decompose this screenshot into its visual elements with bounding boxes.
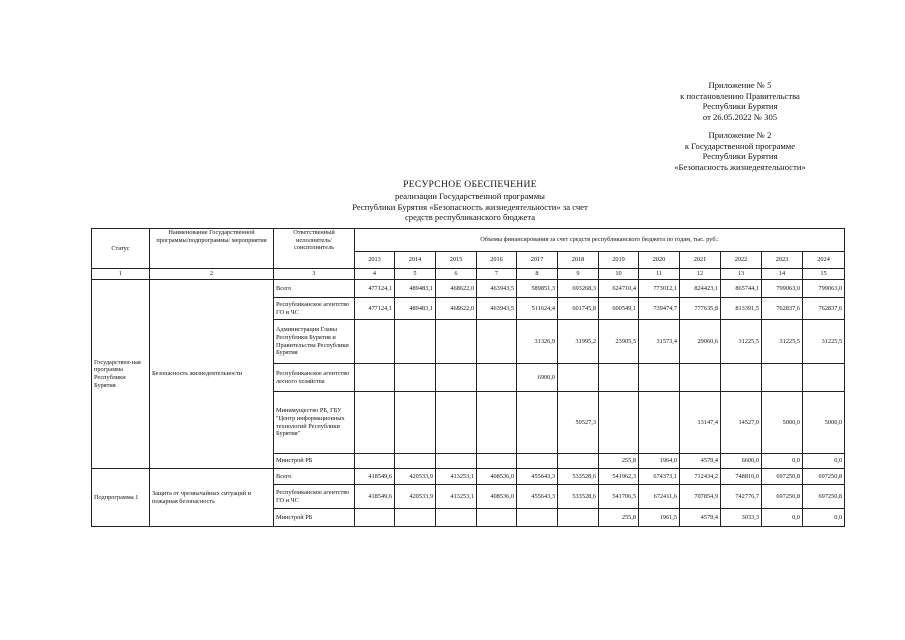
value-cell: 31225,5 <box>721 320 762 364</box>
value-cell <box>477 320 517 364</box>
document-title <box>300 180 640 223</box>
value-cell <box>355 454 395 469</box>
value-cell: 1961,5 <box>639 509 680 527</box>
value-cell <box>558 509 599 527</box>
value-cell: 4579,4 <box>680 454 721 469</box>
title-line-4: средств республиканского бюджета <box>404 212 536 223</box>
appendix-2-line-4: «Безопасность жизнедеятельности» <box>674 161 806 172</box>
title-line-3: Республики Бурятия «Безопасность жизнедеятельности» за счет <box>352 201 588 212</box>
value-cell: 420533,9 <box>395 469 436 485</box>
column-number: 7 <box>477 269 517 280</box>
value-cell: 477124,1 <box>355 280 395 298</box>
value-cell: 413253,1 <box>436 469 477 485</box>
value-cell: 5000,0 <box>803 392 845 454</box>
value-cell <box>436 392 477 454</box>
value-cell <box>517 509 558 527</box>
value-cell <box>558 364 599 392</box>
value-cell: 697250,8 <box>762 485 803 509</box>
value-cell: 23905,5 <box>599 320 639 364</box>
value-cell: 541706,5 <box>599 485 639 509</box>
value-cell: 13147,4 <box>680 392 721 454</box>
value-cell: 463943,5 <box>477 298 517 320</box>
value-cell: 468622,0 <box>436 280 477 298</box>
value-cell: 799063,0 <box>803 280 845 298</box>
value-cell: 511624,4 <box>517 298 558 320</box>
column-number: 14 <box>762 269 803 280</box>
value-cell: 773012,1 <box>639 280 680 298</box>
value-cell: 541962,3 <box>599 469 639 485</box>
value-cell: 420533,9 <box>395 485 436 509</box>
value-cell: 672411,6 <box>639 485 680 509</box>
appendix-5-line-3: Республики Бурятия <box>702 101 778 112</box>
value-cell: 31326,9 <box>517 320 558 364</box>
value-cell <box>395 320 436 364</box>
appendix-5-header <box>620 80 860 122</box>
value-cell: 697250,8 <box>803 485 845 509</box>
value-cell: 455643,3 <box>517 485 558 509</box>
value-cell: 624710,4 <box>599 280 639 298</box>
value-cell <box>477 392 517 454</box>
table-row <box>92 280 845 298</box>
value-cell <box>599 392 639 454</box>
column-number: 3 <box>274 269 355 280</box>
title-line-2: реализации Государственной программы <box>395 190 545 201</box>
appendix-5-line-1: Приложение № 5 <box>708 80 772 90</box>
value-cell: 799063,0 <box>762 280 803 298</box>
value-cell: 739474,7 <box>639 298 680 320</box>
value-cell: 468622,0 <box>436 298 477 320</box>
column-number: 15 <box>803 269 845 280</box>
appendix-2-header <box>620 130 860 172</box>
column-number-row <box>92 269 845 280</box>
value-cell <box>639 364 680 392</box>
value-cell: 5000,0 <box>762 392 803 454</box>
value-cell <box>639 392 680 454</box>
column-number: 1 <box>92 269 150 280</box>
value-cell <box>762 364 803 392</box>
value-cell: 712434,2 <box>680 469 721 485</box>
column-number: 2 <box>150 269 274 280</box>
value-cell: 0,0 <box>762 454 803 469</box>
value-cell <box>436 364 477 392</box>
value-cell: 255,8 <box>599 454 639 469</box>
value-cell <box>395 509 436 527</box>
value-cell: 533528,6 <box>558 485 599 509</box>
value-cell: 601745,8 <box>558 298 599 320</box>
value-cell: 813391,5 <box>721 298 762 320</box>
value-cell: 489483,1 <box>395 280 436 298</box>
status-cell: Государствен-ная программа Республики Бурятия <box>92 280 150 469</box>
appendix-2-line-2: к Государственной программе <box>684 140 796 151</box>
value-cell <box>355 509 395 527</box>
value-cell: 477124,1 <box>355 298 395 320</box>
appendix-2-line-3: Республики Бурятия <box>702 151 778 162</box>
status-cell: Подпрограмма 1 <box>92 469 150 527</box>
value-cell: 693268,3 <box>558 280 599 298</box>
executor-cell: Администрация Главы Республики Бурятия и Правительства Республики Бурятия <box>274 320 355 364</box>
value-cell: 6900,0 <box>517 364 558 392</box>
value-cell: 31995,2 <box>558 320 599 364</box>
value-cell: 455643,3 <box>517 469 558 485</box>
executor-cell: Республиканское агентство ГО и ЧС <box>274 485 355 509</box>
year-header: 2016 <box>477 252 517 269</box>
value-cell: 777635,8 <box>680 298 721 320</box>
value-cell <box>436 509 477 527</box>
value-cell: 6600,0 <box>721 454 762 469</box>
value-cell: 408536,0 <box>477 469 517 485</box>
value-cell: 1964,0 <box>639 454 680 469</box>
value-cell: 3033,3 <box>721 509 762 527</box>
appendix-5-line-4: от 26.05.2022 № 305 <box>702 111 778 122</box>
column-number: 12 <box>680 269 721 280</box>
value-cell: 697250,8 <box>803 469 845 485</box>
value-cell: 824423,1 <box>680 280 721 298</box>
value-cell: 413253,1 <box>436 485 477 509</box>
value-cell <box>355 320 395 364</box>
value-cell: 742776,7 <box>721 485 762 509</box>
value-cell: 589851,3 <box>517 280 558 298</box>
value-cell <box>395 364 436 392</box>
value-cell <box>517 454 558 469</box>
value-cell: 31225,5 <box>803 320 845 364</box>
year-header: 2017 <box>517 252 558 269</box>
value-cell <box>477 454 517 469</box>
value-cell <box>436 454 477 469</box>
value-cell: 674373,1 <box>639 469 680 485</box>
name-cell: Безопасность жизнедеятельности <box>150 280 274 469</box>
value-cell <box>395 392 436 454</box>
year-header: 2019 <box>599 252 639 269</box>
year-header: 2022 <box>721 252 762 269</box>
value-cell: 0,0 <box>803 454 845 469</box>
executor-cell: Республиканское агентство ГО и ЧС <box>274 298 355 320</box>
executor-cell: Всего <box>274 280 355 298</box>
year-header: 2015 <box>436 252 477 269</box>
column-number: 4 <box>355 269 395 280</box>
value-cell <box>558 454 599 469</box>
value-cell: 463943,5 <box>477 280 517 298</box>
value-cell: 29060,6 <box>680 320 721 364</box>
value-cell: 4579,4 <box>680 509 721 527</box>
appendix-2-line-1: Приложение № 2 <box>708 130 772 140</box>
value-cell: 418549,6 <box>355 469 395 485</box>
column-number: 5 <box>395 269 436 280</box>
value-cell: 748810,0 <box>721 469 762 485</box>
value-cell <box>680 364 721 392</box>
value-cell: 707854,9 <box>680 485 721 509</box>
value-cell <box>395 454 436 469</box>
header-name: Наименование Государственной программы/подпрограммы/ мероприятия <box>150 229 274 269</box>
value-cell: 0,0 <box>803 509 845 527</box>
header-status: Статус <box>92 229 150 269</box>
value-cell <box>721 364 762 392</box>
name-cell: Защита от чрезвычайных ситуаций и пожарная безопасность <box>150 469 274 527</box>
table-row <box>92 469 845 485</box>
year-header: 2023 <box>762 252 803 269</box>
value-cell <box>599 364 639 392</box>
value-cell <box>477 509 517 527</box>
value-cell: 418549,6 <box>355 485 395 509</box>
year-header: 2021 <box>680 252 721 269</box>
year-header: 2018 <box>558 252 599 269</box>
value-cell: 600549,1 <box>599 298 639 320</box>
value-cell <box>803 364 845 392</box>
value-cell: 14527,0 <box>721 392 762 454</box>
header-volume: Объемы финансирования за счет средств республиканского бюджета по годам, тыс. руб.: <box>355 229 845 252</box>
value-cell: 408536,0 <box>477 485 517 509</box>
value-cell <box>355 392 395 454</box>
value-cell: 31225,5 <box>762 320 803 364</box>
resource-table <box>91 228 845 527</box>
value-cell: 762837,6 <box>762 298 803 320</box>
value-cell: 697250,8 <box>762 469 803 485</box>
year-header: 2024 <box>803 252 845 269</box>
title-line-1: РЕСУРСНОЕ ОБЕСПЕЧЕНИЕ <box>403 179 537 190</box>
executor-cell: Всего <box>274 469 355 485</box>
value-cell: 255,8 <box>599 509 639 527</box>
year-header: 2014 <box>395 252 436 269</box>
value-cell: 59527,3 <box>558 392 599 454</box>
value-cell <box>477 364 517 392</box>
value-cell: 31573,4 <box>639 320 680 364</box>
year-header: 2020 <box>639 252 680 269</box>
value-cell: 533528,6 <box>558 469 599 485</box>
column-number: 11 <box>639 269 680 280</box>
value-cell <box>355 364 395 392</box>
value-cell <box>517 392 558 454</box>
value-cell <box>436 320 477 364</box>
year-header: 2013 <box>355 252 395 269</box>
executor-cell: Минстрой РБ <box>274 454 355 469</box>
column-number: 6 <box>436 269 477 280</box>
column-number: 13 <box>721 269 762 280</box>
executor-cell: Минимущество РБ, ГБУ "Центр информационных технологий Республики Бурятия" <box>274 392 355 454</box>
value-cell: 865744,1 <box>721 280 762 298</box>
value-cell: 489483,1 <box>395 298 436 320</box>
value-cell: 0,0 <box>762 509 803 527</box>
column-number: 10 <box>599 269 639 280</box>
column-number: 9 <box>558 269 599 280</box>
executor-cell: Минстрой РБ <box>274 509 355 527</box>
value-cell: 762837,6 <box>803 298 845 320</box>
appendix-5-line-2: к постановлению Правительства <box>680 90 800 101</box>
executor-cell: Республиканское агентство лесного хозяйства <box>274 364 355 392</box>
header-executor: Ответственный исполнитель/ соисполнитель <box>274 229 355 269</box>
column-number: 8 <box>517 269 558 280</box>
